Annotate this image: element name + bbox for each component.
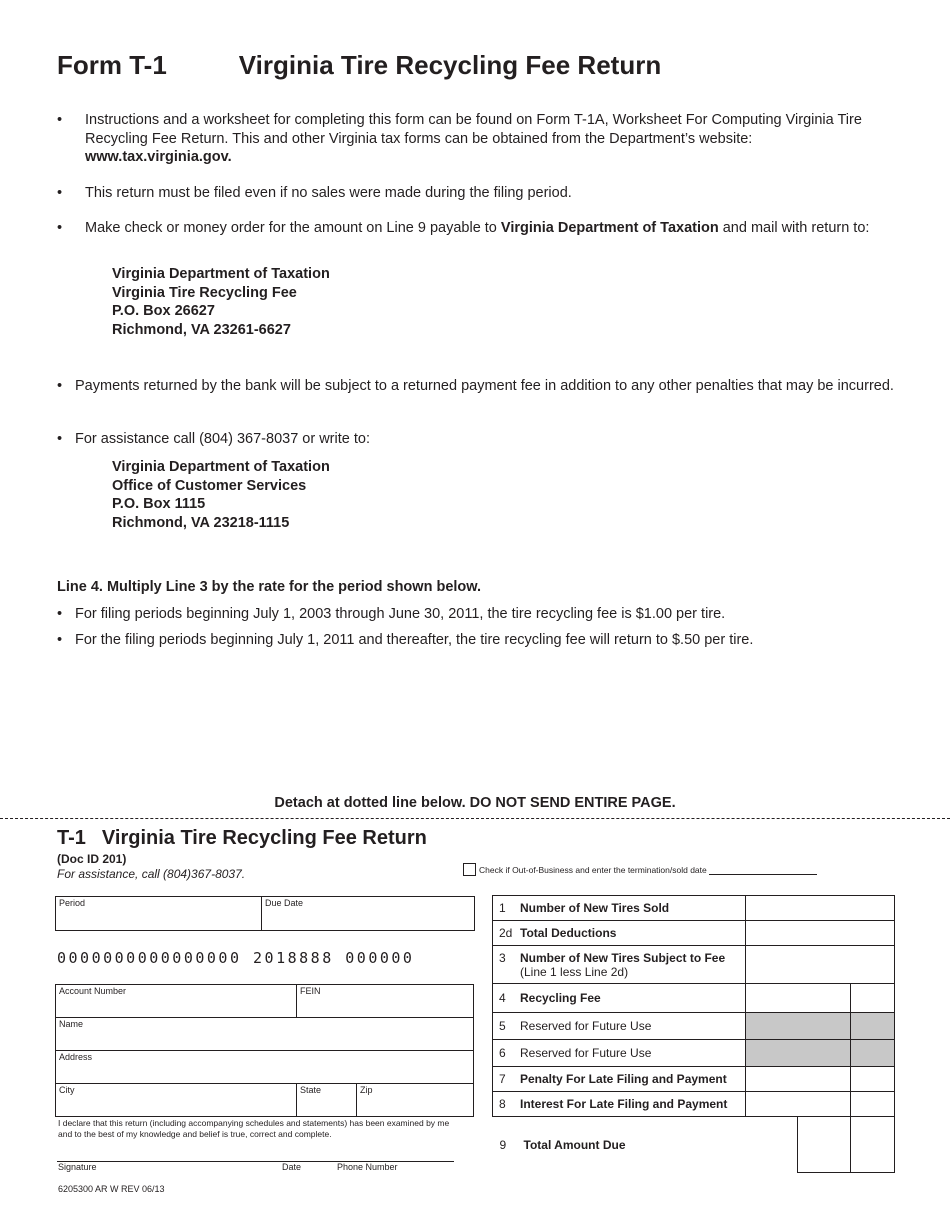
fee-lines-table [492, 895, 895, 1173]
account-number-field[interactable]: Account Number [55, 984, 297, 1018]
form-revision: 6205300 AR W REV 06/13 [58, 1184, 165, 1194]
line-8-dollars[interactable] [746, 1092, 851, 1117]
line-3-amount[interactable] [746, 946, 895, 984]
instruction-bullet-5: • For assistance call (804) 367-8037 or write to: [57, 431, 370, 447]
detach-dotted-line [0, 818, 950, 819]
name-field[interactable]: Name [55, 1017, 474, 1051]
line-4-dollars[interactable] [746, 984, 851, 1013]
line-6-row: 6 Reserved for Future Use [493, 1040, 895, 1067]
zip-field[interactable]: Zip [356, 1083, 474, 1117]
form-code: T-1 [57, 827, 86, 849]
out-of-business-checkbox[interactable] [463, 863, 476, 876]
assistance-address: Virginia Department of Taxation Office of Customer Services P.O. Box 1115 Richmond, VA 23218-1115 [112, 459, 330, 532]
website-link[interactable]: www.tax.virginia.gov. [85, 149, 232, 165]
line-6-dollars [746, 1040, 851, 1067]
instruction-bullet-2: • This return must be filed even if no sales were made during the filing period. [57, 185, 572, 201]
line-9-dollars[interactable] [798, 1117, 851, 1173]
line-4-row: 4 Recycling Fee [493, 984, 895, 1013]
line-9-cents[interactable] [851, 1117, 895, 1173]
date-label: Date [282, 1162, 302, 1172]
line-7-cents[interactable] [851, 1067, 895, 1092]
scan-line: 0000000000000000 2018888 000000 [57, 949, 415, 967]
termination-date-field[interactable] [709, 864, 817, 875]
declaration-text: I declare that this return (including accompanying schedules and statements) has been examined by me and to the best of my knowledge and belief is true, correct and complete. [58, 1118, 450, 1139]
line-5-row: 5 Reserved for Future Use [493, 1013, 895, 1040]
out-of-business-row [463, 863, 817, 876]
rate-bullet-1: • For filing periods beginning July 1, 2003 through June 30, 2011, the tire recycling fee is $1.00 per tire. [57, 606, 726, 622]
line-2d-amount[interactable] [746, 921, 895, 946]
page-title [57, 50, 661, 81]
address-field[interactable]: Address [55, 1050, 474, 1084]
line-2d-row: 2d Total Deductions [493, 921, 895, 946]
mailing-address: Virginia Department of Taxation Virginia Tire Recycling Fee P.O. Box 26627 Richmond, VA 23261-6627 [112, 266, 330, 339]
signature-label: Signature [58, 1162, 97, 1172]
form-name: Virginia Tire Recycling Fee Return [101, 827, 427, 849]
line-1-amount[interactable] [746, 896, 895, 921]
line-5-cents [851, 1013, 895, 1040]
instruction-bullet-1: • Instructions and a worksheet for completing this form can be found on Form T-1A, Worksheet For Computing Virginia Tire Recycling Fee Return. This and other Virginia tax forms can be obtained from the Department’s website: www.tax.virginia.gov. [57, 112, 862, 165]
doc-id: (Doc ID 201) [57, 852, 127, 866]
form-id: Form T-1 [57, 50, 167, 80]
city-field[interactable]: City [55, 1083, 297, 1117]
line-5-dollars [746, 1013, 851, 1040]
state-field[interactable]: State [296, 1083, 357, 1117]
period-field[interactable]: Period [55, 896, 262, 931]
form-title: Virginia Tire Recycling Fee Return [238, 50, 662, 80]
line-1-row: 1 Number of New Tires Sold [493, 896, 895, 921]
line-8-cents[interactable] [851, 1092, 895, 1117]
line-6-cents [851, 1040, 895, 1067]
form-title-block [57, 827, 427, 850]
instruction-bullet-3: • Make check or money order for the amount on Line 9 payable to Virginia Department of Taxation and mail with return to: [57, 220, 870, 236]
line-9-row: 9 Total Amount Due [493, 1117, 895, 1173]
detach-notice: Detach at dotted line below. DO NOT SEND ENTIRE PAGE. [274, 795, 676, 811]
instruction-bullet-4: • Payments returned by the bank will be subject to a returned payment fee in addition to any other penalties that may be incurred. [57, 378, 894, 394]
line-7-row: 7 Penalty For Late Filing and Payment [493, 1067, 895, 1092]
line4-heading: Line 4. Multiply Line 3 by the rate for the period shown below. [57, 579, 482, 595]
line-7-dollars[interactable] [746, 1067, 851, 1092]
line-8-row: 8 Interest For Late Filing and Payment [493, 1092, 895, 1117]
out-of-business-label: Check if Out-of-Business and enter the termination/sold date [479, 864, 707, 875]
due-date-field[interactable]: Due Date [261, 896, 475, 931]
fein-field[interactable]: FEIN [296, 984, 474, 1018]
assistance-note: For assistance, call (804)367-8037. [57, 867, 246, 881]
phone-label: Phone Number [337, 1162, 398, 1172]
line-3-row: 3 Number of New Tires Subject to Fee (Line 1 less Line 2d) [493, 946, 895, 984]
line-4-cents[interactable] [851, 984, 895, 1013]
rate-bullet-2: • For the filing periods beginning July 1, 2011 and thereafter, the tire recycling fee will return to $.50 per tire. [57, 632, 754, 648]
